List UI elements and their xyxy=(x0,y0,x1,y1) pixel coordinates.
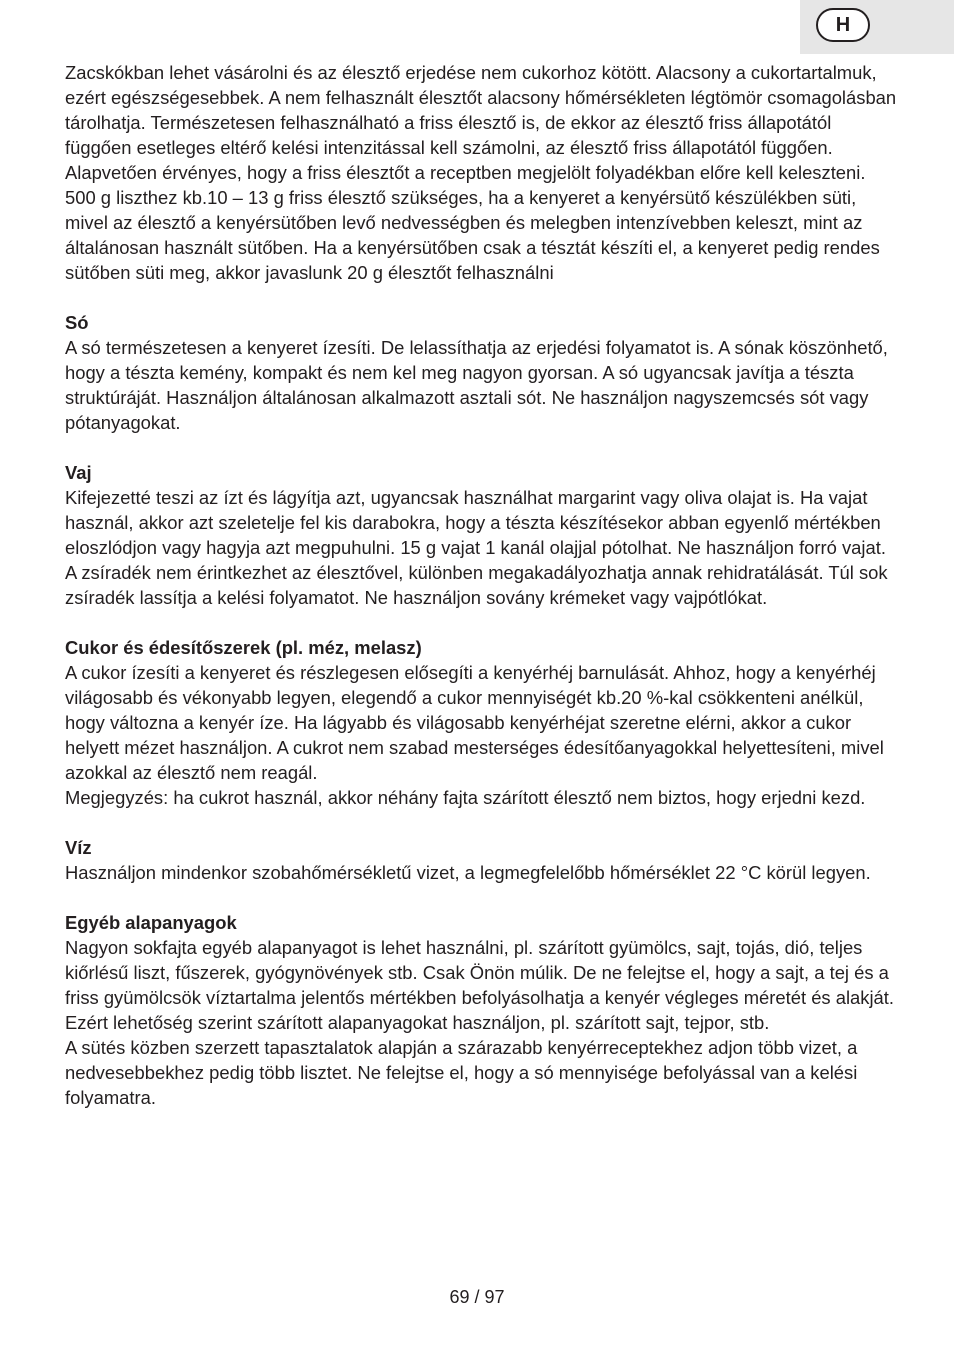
language-badge: H xyxy=(816,8,870,42)
section-sugar xyxy=(65,635,900,810)
section-salt xyxy=(65,310,900,435)
section-water xyxy=(65,835,900,885)
page-number: 69 / 97 xyxy=(449,1287,505,1307)
document-body xyxy=(65,60,900,1110)
section-paragraph: A só természetesen a kenyeret ízesíti. De lelassíthatja az erjedési folyamatot is. A sónak köszönhető, hogy a tészta kemény, kompakt és nem kel meg nagyon gyorsan. A só ugyancsak javítja a tészta struktúráját. Használjon általánosan alkalmazott asztali sót. Ne használjon nagyszemcsés sót vagy pótanyagokat. xyxy=(65,337,888,433)
section-paragraph: Nagyon sokfajta egyéb alapanyagot is lehet használni, pl. szárított gyümölcs, sajt, tojás, dió, teljes kiőrlésű liszt, fűszerek, gyógynövények stb. Csak Önön múlik. De ne felejtse el, hogy a sajt, a tej és a friss gyümölcsök víztartalma jelentős mértékben befolyásolhatja a kenyér végleges méretét és alakját. Ezért lehetőség szerint szárított alapanyagokat használjon, pl. szárított sajt, tejpor, stb. xyxy=(65,937,894,1033)
section-heading: Vaj xyxy=(65,462,92,483)
intro-paragraph: Zacskókban lehet vásárolni és az élesztő erjedése nem cukorhoz kötött. Alacsony a cukortartalmuk, ezért egészségesebbek. A nem felhasznált élesztőt alacsony hőmérsékleten légtömör csomagolásban tárolhatja. Természetesen felhasználható a friss élesztő is, de ekkor az élesztő friss állapotától függően esetleges eltérő kelési intenzitással kell számolni, az élesztő friss állapotától függően. Alapvetően érvényes, hogy a friss élesztőt a receptben megjelölt folyadékban előre kell keleszteni. 500 g liszthez kb.10 – 13 g friss élesztő szükséges, ha a kenyeret a kenyérsütő készülékben süti, mivel az élesztő a kenyérsütőben levő nedvességben és melegben intenzívebben keleszt, mint az általánosan használt sütőben. Ha a kenyérsütőben csak a tésztát készíti el, a kenyeret pedig rendes sütőben süti meg, akkor javaslunk 20 g élesztőt felhasználni xyxy=(65,62,897,283)
section-paragraph: A sütés közben szerzett tapasztalatok alapján a szárazabb kenyérreceptekhez adjon több vizet, a nedvesebbekhez pedig több lisztet. Ne felejtse el, hogy a só mennyisége befolyással van a kelési folyamatra. xyxy=(65,1037,858,1108)
section-heading: Cukor és édesítőszerek (pl. méz, melasz) xyxy=(65,637,422,658)
language-tab xyxy=(800,0,954,54)
section-heading: Víz xyxy=(65,837,92,858)
section-paragraph: Használjon mindenkor szobahőmérsékletű vizet, a legmegfelelőbb hőmérséklet 22 °C körül legyen. xyxy=(65,862,871,883)
section-paragraph: Kifejezetté teszi az ízt és lágyítja azt, ugyancsak használhat margarint vagy oliva olajat is. Ha vajat használ, akkor azt szeletelje fel kis darabokra, hogy a tészta készítésekor abban egyenlő mértékben eloszlódjon vagy hagyja azt megpuhulni. 15 g vajat 1 kanál olajjal pótolhat. Ne használjon forró vajat. A zsíradék nem érintkezhet az élesztővel, különben megakadályozhatja annak rehidratálását. Túl sok zsíradék lassítja a kelési folyamatot. Ne használjon sovány krémeket vagy vajpótlókat. xyxy=(65,487,888,608)
section-note: Megjegyzés: ha cukrot használ, akkor néhány fajta szárított élesztő nem biztos, hogy erjedni kezd. xyxy=(65,787,866,808)
section-other-ingredients xyxy=(65,910,900,1110)
section-heading: Só xyxy=(65,312,89,333)
section-heading: Egyéb alapanyagok xyxy=(65,912,237,933)
section-butter xyxy=(65,460,900,610)
section-paragraph: A cukor ízesíti a kenyeret és részlegesen elősegíti a kenyérhéj barnulását. Ahhoz, hogy a kenyérhéj világosabb és vékonyabb legyen, elegendő a cukor mennyiségét kb.20 %-kal csökkenteni anélkül, hogy változna a kenyér íze. Ha lágyabb és világosabb kenyérhéjat szeretne elérni, akkor a cukor helyett mézet használjon. A cukrot nem szabad mesterséges édesítőanyagokkal helyettesíteni, mivel azokkal az élesztő nem reagál. xyxy=(65,662,884,783)
